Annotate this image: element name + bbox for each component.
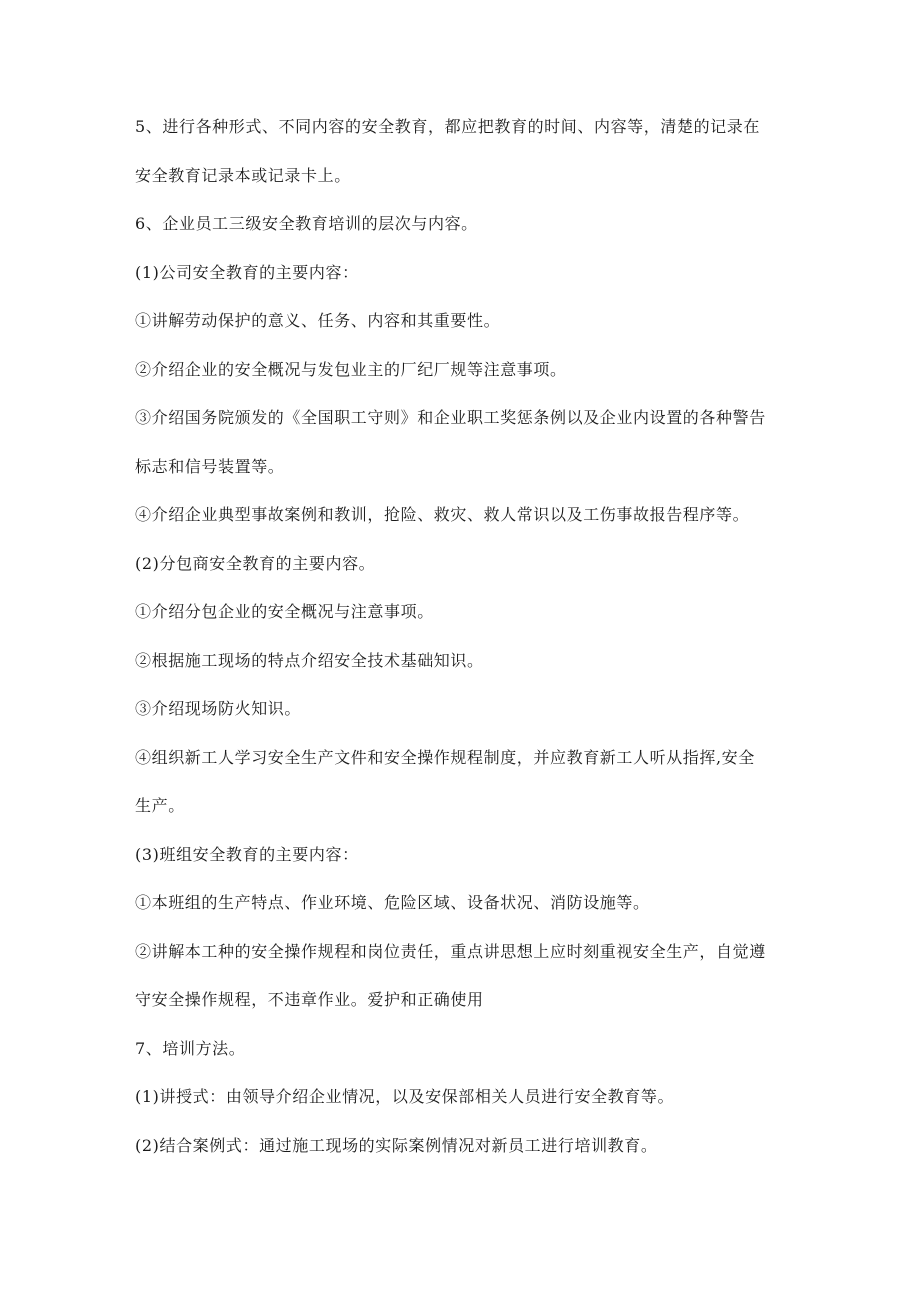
list-item: ②介绍企业的安全概况与发包业主的厂纪厂规等注意事项。	[135, 359, 567, 379]
text-line: 生产。	[135, 796, 185, 815]
list-item: ①介绍分包企业的安全概况与注意事项。	[135, 602, 434, 621]
subsection-heading: (3)班组安全教育的主要内容：	[135, 844, 359, 864]
list-item: ②根据施工现场的特点介绍安全技术基础知识。	[135, 650, 484, 670]
list-item: ③介绍国务院颁发的《全国职工守则》和企业职工奖惩条例以及企业内设置的各种警告	[135, 408, 766, 427]
list-item: ②讲解本工种的安全操作规程和岗位责任，重点讲思想上应时刻重视安全生产，自觉遵	[135, 941, 766, 961]
list-item: ③介绍现场防火知识。	[135, 699, 302, 718]
subsection-heading: (1)公司安全教育的主要内容：	[135, 262, 359, 282]
list-item: ①本班组的生产特点、作业环境、危险区域、设备状况、消防设施等。	[135, 893, 650, 912]
text-line: 标志和信号装置等。	[135, 456, 285, 476]
text-line: 安全教育记录本或记录卡上。	[135, 165, 351, 185]
list-item: ①讲解劳动保护的意义、任务、内容和其重要性。	[135, 311, 501, 330]
section-heading: 6、企业员工三级安全教育培训的层次与内容。	[135, 214, 478, 233]
list-item: ④组织新工人学习安全生产文件和安全操作规程制度，并应教育新工人听从指挥,安全	[135, 747, 755, 767]
text-line: 守安全操作规程，不违章作业。爱护和正确使用	[135, 990, 484, 1009]
document-body	[135, 116, 795, 1183]
list-item: (1)讲授式：由领导介绍企业情况，以及安保部相关人员进行安全教育等。	[135, 1087, 675, 1106]
list-item: (2)结合案例式：通过施工现场的实际案例情况对新员工进行培训教育。	[135, 1135, 658, 1155]
subsection-heading: (2)分包商安全教育的主要内容。	[135, 553, 376, 573]
text-line: 5、进行各种形式、不同内容的安全教育，都应把教育的时间、内容等，清楚的记录在	[135, 117, 760, 136]
list-item: ④介绍企业典型事故案例和教训，抢险、救灾、救人常识以及工伤事故报告程序等。	[135, 505, 750, 524]
section-heading: 7、培训方法。	[135, 1038, 246, 1058]
